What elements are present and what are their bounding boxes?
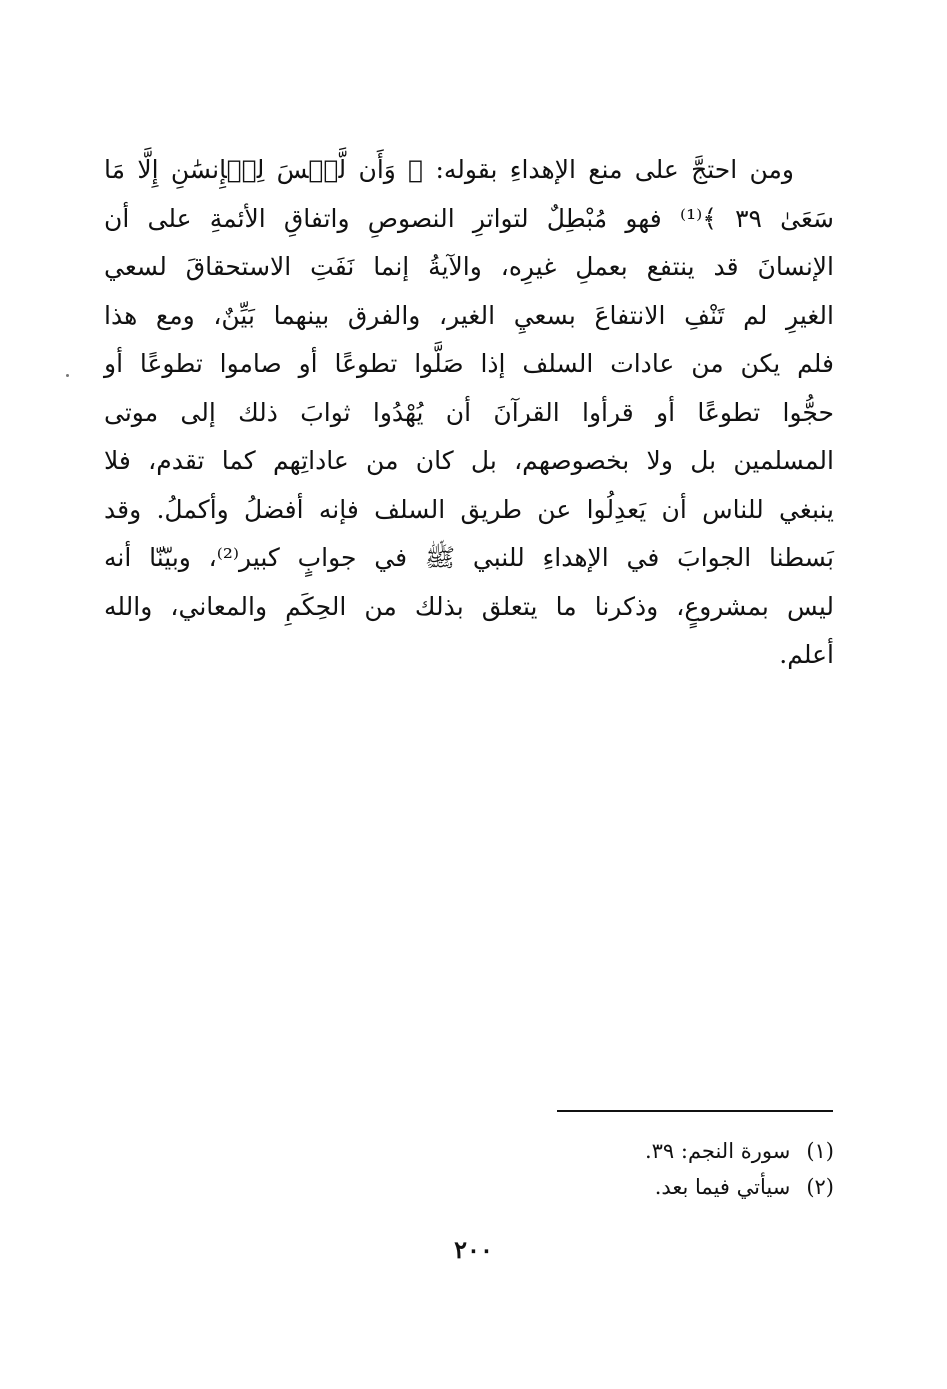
text-line: ينبغي للناس أن يَعدِلُوا عن طريق السلف فإنه أفضلُ وأكملُ. وقد	[104, 494, 834, 524]
footnote-item	[334, 1133, 834, 1169]
margin-speck	[66, 374, 69, 377]
text-line: الغيرِ لم تَنْفِ الانتفاعَ بسعيِ الغير، والفرق بينهما بَيِّنٌ، ومع هذا	[104, 300, 834, 330]
text-line: أعلم.	[779, 640, 834, 669]
footnote-text: سيأتي فيما بعد.	[654, 1175, 791, 1199]
text-line: ومن احتجَّ على منع الإهداءِ بقوله: ﴿ وَأَن لَّيۡسَ لِلۡإِنسَٰنِ إِلَّا مَا	[104, 155, 794, 184]
footnote-text: سورة النجم: ٣٩.	[644, 1139, 791, 1163]
main-text-block	[104, 146, 834, 680]
page-number: ٢٠٠	[454, 1235, 493, 1264]
text-line: الإنسانَ قد ينتفع بعملِ غيرِه، والآيةُ إنما نَفَتِ الاستحقاقَ لسعي	[104, 252, 834, 281]
footnote-item	[334, 1169, 834, 1205]
text-line: حجُّوا تطوعًا أو قرأوا القرآنَ أن يُهْدُوا ثوابَ ذلك إلى موتى	[104, 397, 834, 427]
footnote-number: (١)	[806, 1139, 834, 1163]
footnote-separator	[557, 1110, 833, 1112]
text-line: سَعَىٰ ٣٩ ﴾⁽¹⁾ فهو مُبْطِلٌ لتواترِ النصوصِ واتفاقِ الأئمةِ على أن	[104, 203, 834, 233]
text-line: ليس بمشروعٍ، وذكرنا ما يتعلق بذلك من الحِكَمِ والمعاني، والله	[104, 591, 834, 621]
text-line: المسلمين بل ولا بخصوصهم، بل كان من عاداتِهم كما تقدم، فلا	[104, 446, 834, 475]
footnotes	[334, 1133, 834, 1205]
text-line: فلم يكن من عادات السلف إذا صَلَّوا تطوعًا أو صاموا تطوعًا أو	[104, 349, 834, 378]
text-line: بَسطنا الجوابَ في الإهداءِ للنبي ﷺ في جوابٍ كبير⁽²⁾، وبيّنّا أنه	[104, 543, 834, 572]
footnote-number: (٢)	[806, 1175, 834, 1199]
